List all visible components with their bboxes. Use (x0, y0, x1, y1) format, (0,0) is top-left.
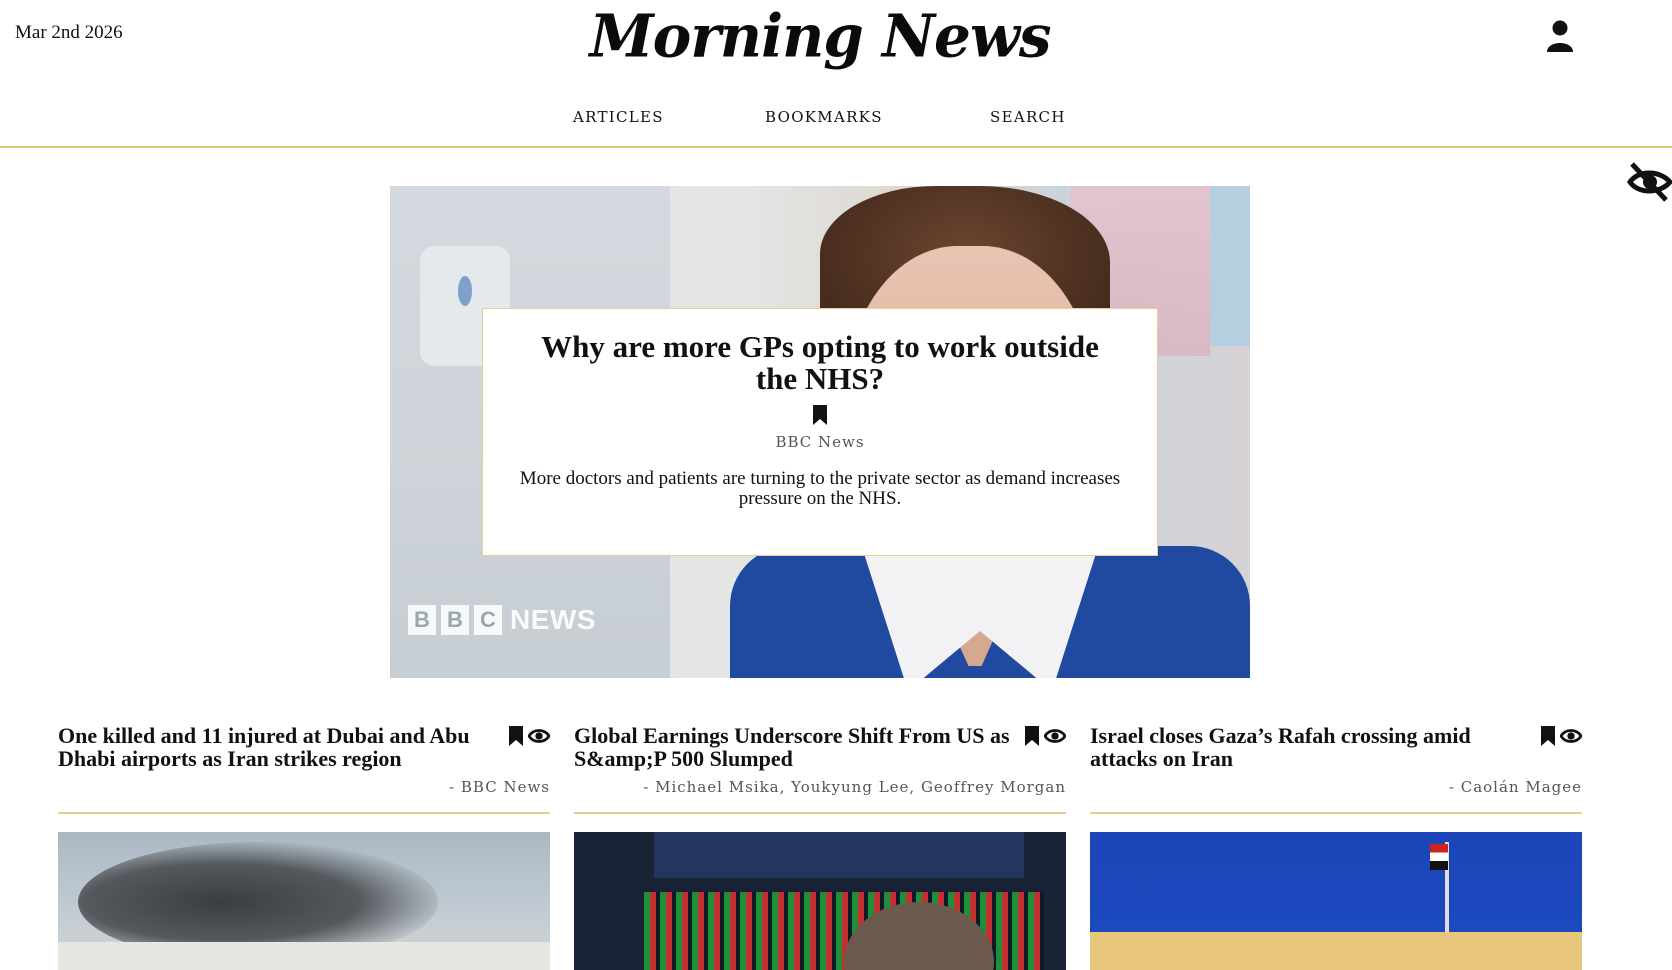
hero-article-card[interactable] (482, 308, 1158, 556)
hero-title[interactable]: Why are more GPs opting to work outside the NHS? (541, 329, 1099, 396)
bookmark-icon[interactable] (812, 405, 828, 425)
current-date: Mar 2nd 2026 (15, 22, 123, 43)
article-thumbnail[interactable] (574, 832, 1066, 970)
article-thumbnail[interactable] (58, 832, 550, 970)
nav-search[interactable]: SEARCH (990, 108, 1066, 126)
article-card[interactable] (574, 724, 1066, 970)
bookmark-icon[interactable] (1023, 726, 1041, 746)
nav-divider (0, 146, 1672, 148)
bookmark-icon[interactable] (1539, 726, 1557, 746)
user-icon[interactable] (1545, 19, 1575, 53)
article-author: - BBC News (449, 778, 550, 796)
article-card[interactable] (58, 724, 550, 970)
hero-source: BBC News (775, 433, 865, 451)
article-actions (1023, 726, 1066, 746)
article-title[interactable]: One killed and 11 injured at Dubai and Abu Dhabi airports as Iran strikes region (58, 723, 470, 771)
eye-icon[interactable] (1044, 726, 1066, 746)
nav-articles[interactable]: ARTICLES (573, 108, 664, 126)
eye-slash-icon[interactable] (1626, 158, 1672, 204)
article-author: - Caolán Magee (1448, 778, 1582, 796)
masthead-logo[interactable]: Morning News (589, 1, 1051, 71)
article-actions (1539, 726, 1582, 746)
eye-icon[interactable] (528, 726, 550, 746)
article-title[interactable]: Israel closes Gaza’s Rafah crossing amid attacks on Iran (1090, 723, 1471, 771)
bookmark-icon[interactable] (507, 726, 525, 746)
article-actions (507, 726, 550, 746)
article-author: - Michael Msika, Youkyung Lee, Geoffrey Morgan (643, 778, 1066, 796)
main-nav (0, 108, 1640, 132)
article-thumbnail[interactable] (1090, 832, 1582, 970)
bbc-news-watermark: B B C NEWS (408, 604, 596, 636)
hero-description: More doctors and patients are turning to the private sector as demand increases pressure on the NHS. (519, 468, 1121, 509)
nav-bookmarks[interactable]: BOOKMARKS (765, 108, 883, 126)
article-title[interactable]: Global Earnings Underscore Shift From US as S&amp;P 500 Slumped (574, 723, 1010, 771)
article-card[interactable] (1090, 724, 1582, 970)
eye-icon[interactable] (1560, 726, 1582, 746)
